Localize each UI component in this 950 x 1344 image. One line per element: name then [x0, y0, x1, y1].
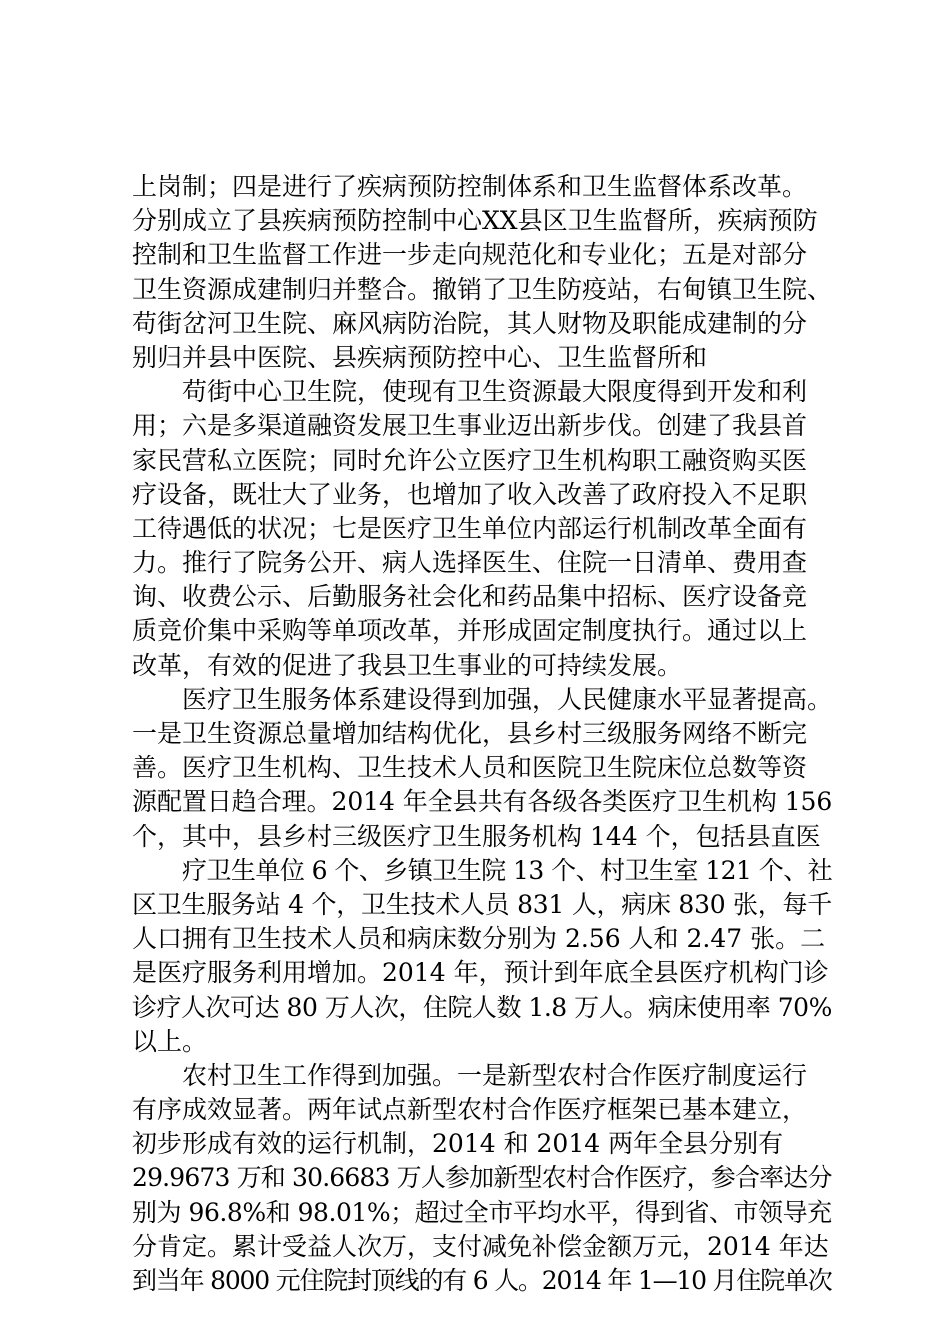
text-line: 有序成效显著。两年试点新型农村合作医疗框架已基本建立，	[132, 1095, 808, 1125]
text-line: 医疗卫生服务体系建设得到加强，人民健康水平显著提高。	[182, 684, 833, 714]
text-line: 卫生资源成建制归并整合。撤销了卫生防疫站，右甸镇卫生院、	[132, 274, 833, 304]
text-line: 改革，有效的促进了我县卫生事业的可持续发展。	[132, 650, 683, 680]
text-line: 诊疗人次可达 80 万人次，住院人数 1.8 万人。病床使用率 70%	[132, 992, 832, 1022]
text-line: 人口拥有卫生技术人员和病床数分别为 2.56 人和 2.47 张。二	[132, 924, 826, 954]
body-text	[132, 170, 832, 1298]
text-line: 疗设备，既壮大了业务，也增加了收入改善了政府投入不足职	[132, 479, 808, 509]
text-line: 农村卫生工作得到加强。一是新型农村合作医疗制度运行	[182, 1060, 808, 1090]
text-line: 区卫生服务站 4 个，卫生技术人员 831 人，病床 830 张，每千	[132, 889, 833, 919]
text-line: 是医疗服务利用增加。2014 年，预计到年底全县医疗机构门诊	[132, 958, 829, 988]
text-line: 29.9673 万和 30.6683 万人参加新型农村合作医疗，参合率达分	[132, 1163, 832, 1193]
text-line: 善。医疗卫生机构、卫生技术人员和医院卫生院床位总数等资	[132, 753, 808, 783]
text-line: 以上。	[132, 1026, 208, 1056]
text-line: 个，其中，县乡村三级医疗卫生服务机构 144 个，包括县直医	[132, 821, 821, 851]
text-line: 源配置日趋合理。2014 年全县共有各级各类医疗卫生机构 156	[132, 787, 833, 817]
text-line: 苟街中心卫生院，使现有卫生资源最大限度得到开发和利	[182, 377, 808, 407]
text-line: 苟街岔河卫生院、麻风病防治院，其人财物及职能成建制的分	[132, 308, 808, 338]
text-line: 用；六是多渠道融资发展卫生事业迈出新步伐。创建了我县首	[132, 411, 808, 441]
text-line: 分肯定。累计受益人次万，支付减免补偿金额万元，2014 年达	[132, 1231, 829, 1261]
text-line: 别为 96.8%和 98.01%；超过全市平均水平，得到省、市领导充	[132, 1197, 832, 1227]
text-line: 询、收费公示、后勤服务社会化和药品集中招标、医疗设备竞	[132, 582, 808, 612]
text-line: 工待遇低的状况；七是医疗卫生单位内部运行机制改革全面有	[132, 513, 808, 543]
text-line: 别归并县中医院、县疾病预防控中心、卫生监督所和	[132, 342, 708, 372]
text-line: 初步形成有效的运行机制，2014 和 2014 两年全县分别有	[132, 1129, 784, 1159]
text-line: 到当年 8000 元住院封顶线的有 6 人。2014 年 1—10 月住院单次	[132, 1266, 832, 1295]
text-line: 质竞价集中采购等单项改革，并形成固定制度执行。通过以上	[132, 616, 808, 646]
text-line: 家民营私立医院；同时允许公立医疗卫生机构职工融资购买医	[132, 445, 808, 475]
text-line: 一是卫生资源总量增加结构优化，县乡村三级服务网络不断完	[132, 719, 808, 748]
text-line: 疗卫生单位 6 个、乡镇卫生院 13 个、村卫生室 121 个、社	[182, 855, 833, 885]
text-line: 控制和卫生监督工作进一步走向规范化和专业化；五是对部分	[132, 240, 808, 270]
text-line: 分别成立了县疾病预防控制中心XX县区卫生监督所，疾病预防	[132, 206, 818, 236]
text-line: 力。推行了院务公开、病人选择医生、住院一日清单、费用查	[132, 548, 808, 578]
text-line: 上岗制；四是进行了疾病预防控制体系和卫生监督体系改革。	[132, 172, 808, 201]
